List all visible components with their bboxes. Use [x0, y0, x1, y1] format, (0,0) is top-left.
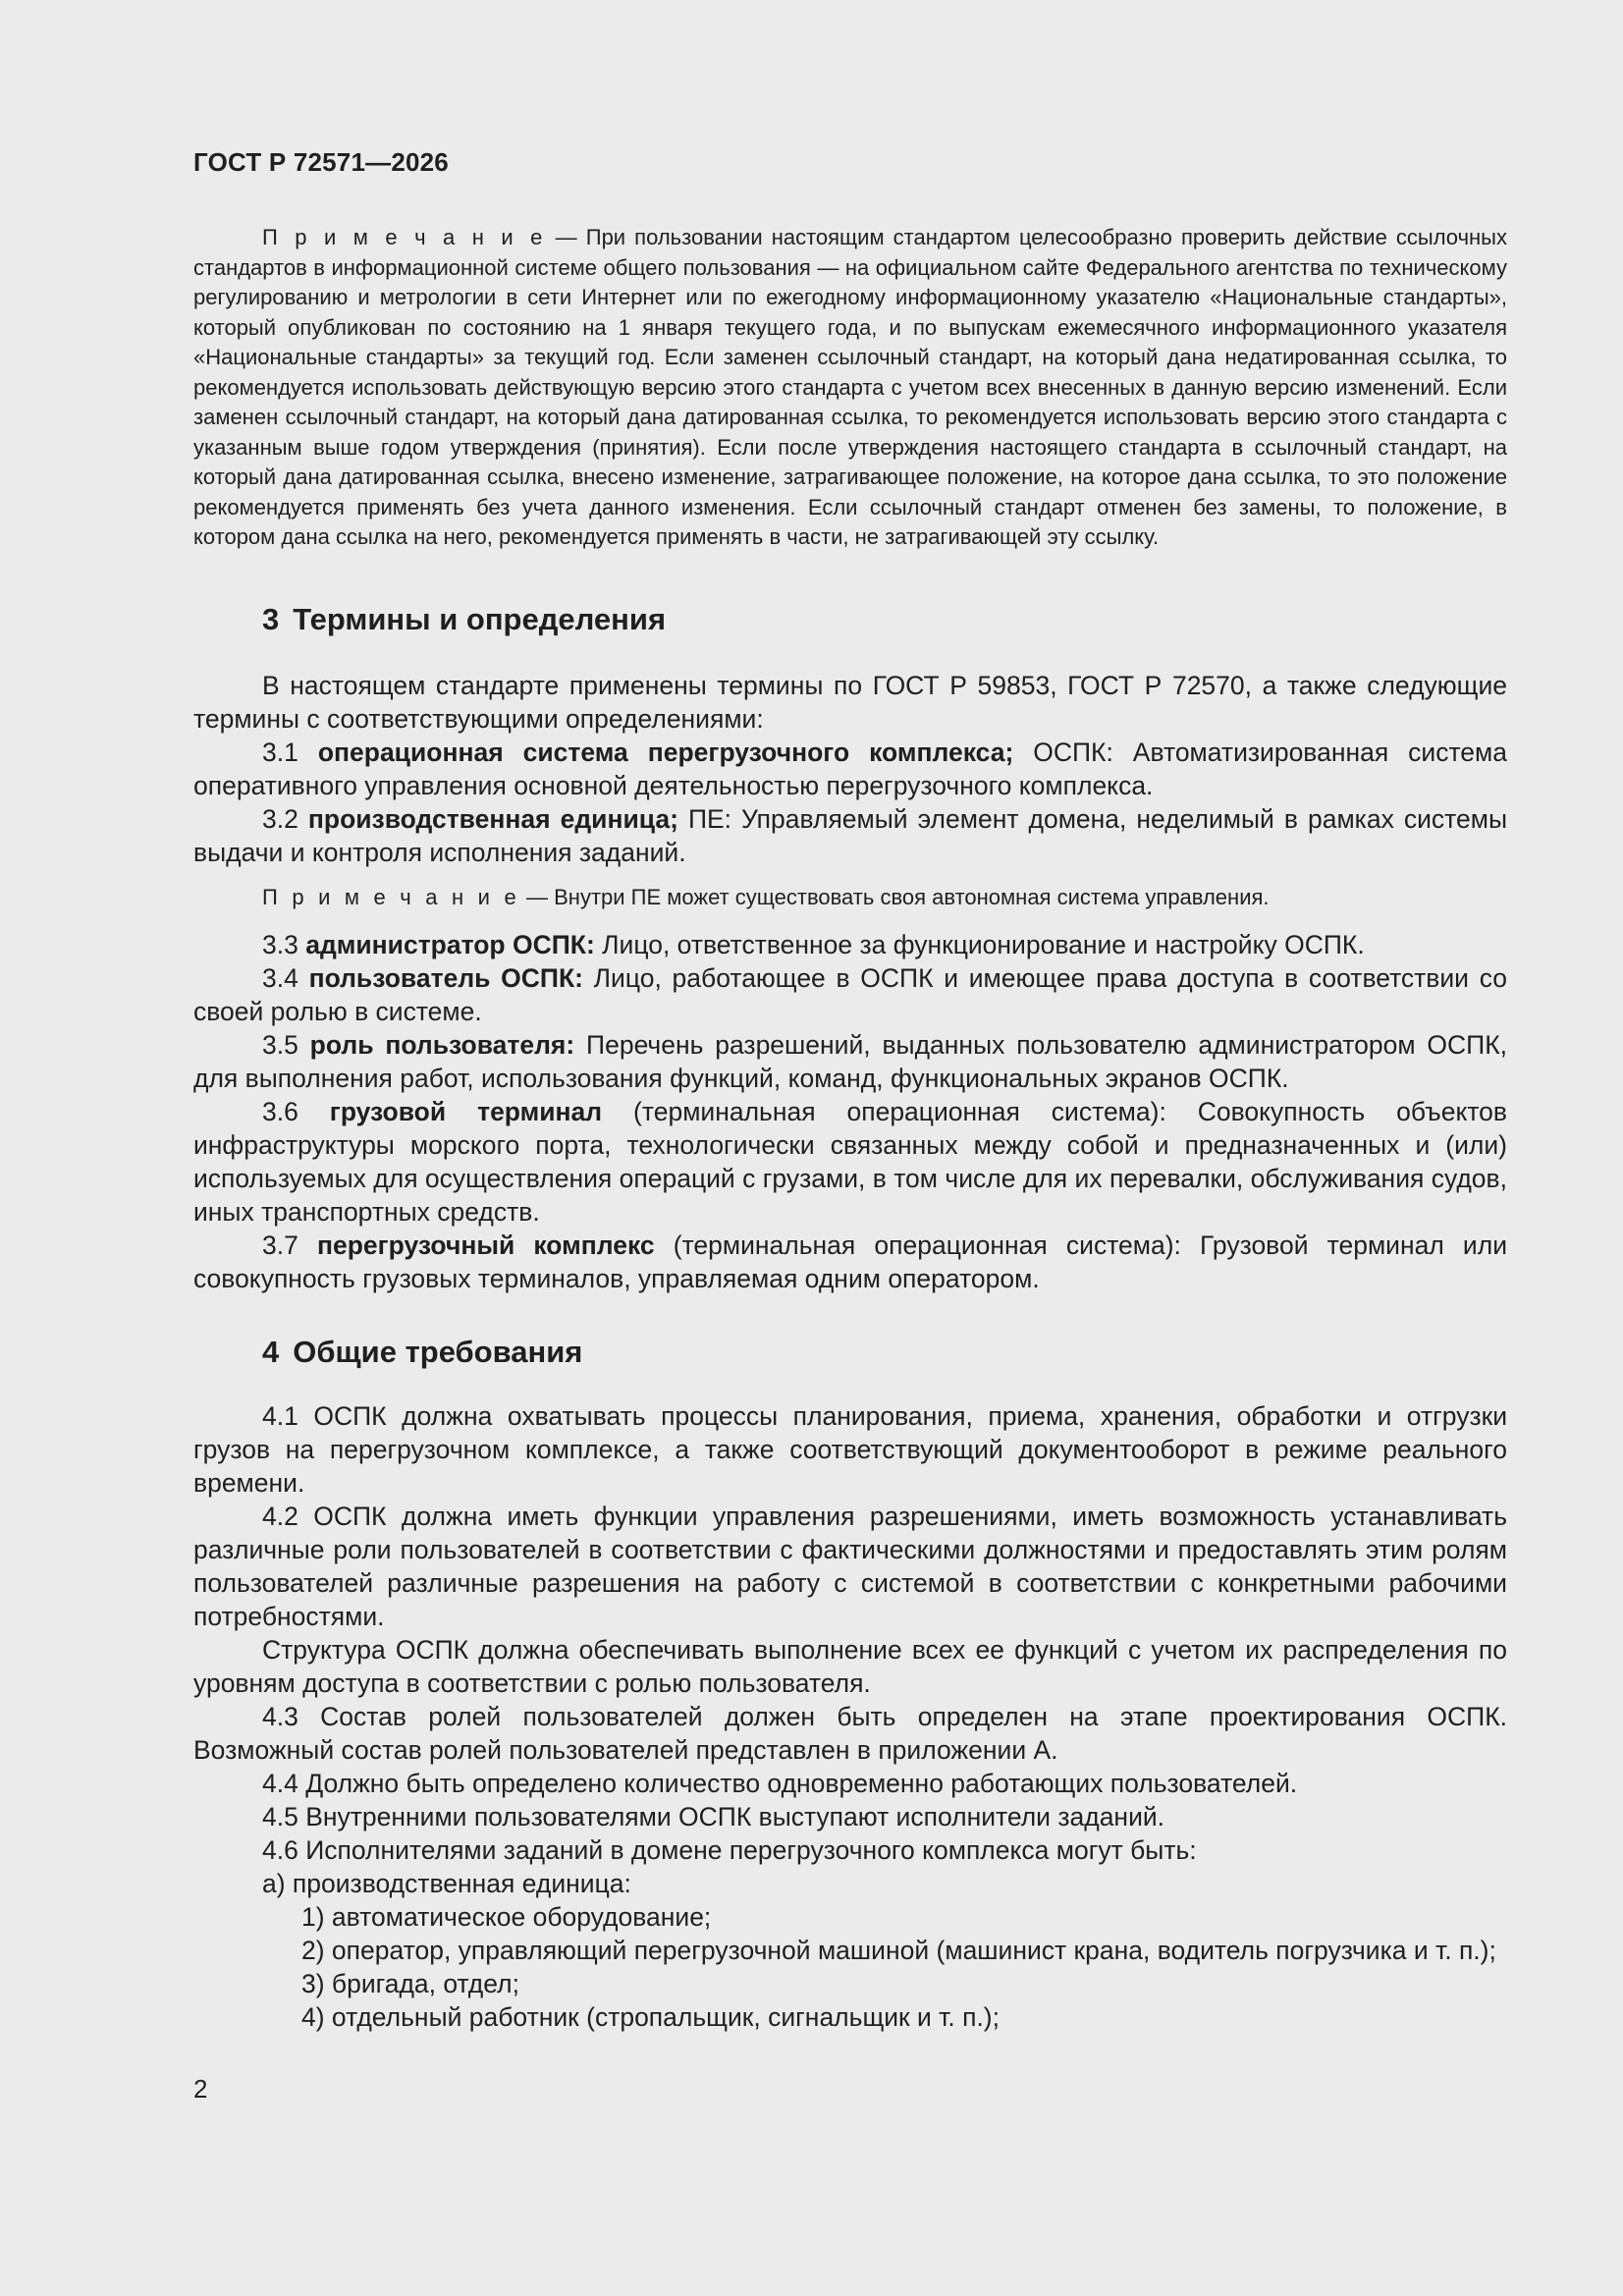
list-subitem-3: 3) бригада, отдел; [301, 1968, 519, 1998]
clause-4-6: 4.6 Исполнителями заданий в домене перегрузочного комплекса могут быть: [262, 1834, 1197, 1865]
section-3-intro: В настоящем стандарте применены термины по ГОСТ Р 59853, ГОСТ Р 72570, а также следующие термины с соответствующими определениями: [193, 670, 1507, 734]
clause-4-2-continued: Структура ОСПК должна обеспечивать выполнение всех ее функций с учетом их распределения по уровням доступа в соответствии с ролью пользователя. [193, 1634, 1507, 1698]
term-3-5: 3.5 роль пользователя: Перечень разрешений, выданных пользователю администратором ОСПК, для выполнения работ, использования функций, команд, функциональных экранов ОСПК. [193, 1029, 1507, 1093]
term-3-2-note: П р и м е ч а н и е — Внутри ПЕ может существовать своя автономная система управления. [262, 884, 1270, 909]
list-subitem-1: 1) автоматическое оборудование; [301, 1901, 712, 1932]
clause-4-2: 4.2 ОСПК должна иметь функции управления разрешениями, иметь возможность устанавливать различные роли пользователей в соответствии с фактическими должностями и предоставлять этим ролям пользователей различные разрешения на работу с системой в соответствии с конкретными рабочими потребностями. [193, 1501, 1507, 1631]
term-3-3: 3.3 администратор ОСПК: Лицо, ответственное за функционирование и настройку ОСПК. [262, 929, 1365, 959]
clause-4-1: 4.1 ОСПК должна охватывать процессы планирования, приема, хранения, обработки и отгрузки грузов на перегрузочном комплексе, а также соответствующий документооборот в режиме реального времени. [193, 1400, 1507, 1498]
term-3-1: 3.1 операционная система перегрузочного комплекса; ОСПК: Автоматизированная система оперативного управления основной деятельностью перегрузочного комплекса. [193, 737, 1507, 800]
clause-4-5: 4.5 Внутренними пользователями ОСПК выступают исполнители заданий. [262, 1801, 1165, 1831]
section-3-body [193, 669, 1507, 1295]
term-3-4: 3.4 пользователь ОСПК: Лицо, работающее в ОСПК и имеющее права доступа в соответствии со своей ролью в системе. [193, 962, 1507, 1026]
section-4-body [193, 1399, 1507, 2034]
note-paragraph [193, 223, 1507, 553]
page-number: 2 [193, 2074, 208, 2104]
note-text: — При пользовании настоящим стандартом целесообразно проверить действие ссылочных стандартов в информационной системе общего пользования — на официальном сайте Федерального агентства по техническому регулированию и метрологии в сети Интернет или по ежегодному информационному указателю «Национальные стандарты», который опубликован по состоянию на 1 января текущего года, и по выпускам ежемесячного информационного указателя «Национальные стандарты» за текущий год. Если заменен ссылочный стандарт, на который дана недатированная ссылка, то рекомендуется использовать действующую версию этого стандарта с учетом всех внесенных в данную версию изменений. Если заменен ссылочный стандарт, на который дана датированная ссылка, то рекомендуется использовать версию этого стандарта с указанным выше годом утверждения (принятия). Если после утверждения настоящего стандарта в ссылочный стандарт, на который дана датированная ссылка, внесено изменение, затрагивающее положение, на которое дана ссылка, то это положение рекомендуется применять без учета данного изменения. Если ссылочный стандарт отменен без замены, то положение, в котором дана ссылка на него, рекомендуется применять в части, не затрагивающей эту ссылку. [193, 225, 1507, 549]
document-header: ГОСТ Р 72571—2026 [193, 147, 449, 177]
clause-4-3: 4.3 Состав ролей пользователей должен быть определен на этапе проектирования ОСПК. Возможный состав ролей пользователей представлен в приложении А. [193, 1701, 1507, 1765]
reference-note [193, 223, 1507, 553]
term-3-6: 3.6 грузовой терминал (терминальная операционная система): Совокупность объектов инфраструктуры морского порта, технологически связанных между собой и предназначенных и (или) используемых для осуществления операций с грузами, в том числе для их перевалки, обслуживания судов, иных транспортных средств. [193, 1096, 1508, 1227]
section-3-heading: 3 Термины и определения [262, 601, 667, 636]
term-3-7: 3.7 перегрузочный комплекс (терминальная операционная система): Грузовой терминал или совокупность грузовых терминалов, управляемая одним оператором. [193, 1230, 1507, 1293]
note-label: П р и м е ч а н и е [262, 225, 547, 249]
list-subitem-2: 2) оператор, управляющий перегрузочной машиной (машинист крана, водитель погрузчика и т. п.); [301, 1935, 1496, 1965]
section-4-heading: 4 Общие требования [262, 1334, 583, 1369]
list-item-a: а) производственная единица: [262, 1868, 631, 1898]
page-content [193, 223, 1507, 2034]
term-3-2: 3.2 производственная единица; ПЕ: Управляемый элемент домена, неделимый в рамках системы выдачи и контроля исполнения заданий. [193, 803, 1507, 867]
list-subitem-4: 4) отдельный работник (стропальщик, сигнальщик и т. п.); [301, 2001, 1000, 2032]
clause-4-4: 4.4 Должно быть определено количество одновременно работающих пользователей. [262, 1768, 1298, 1798]
